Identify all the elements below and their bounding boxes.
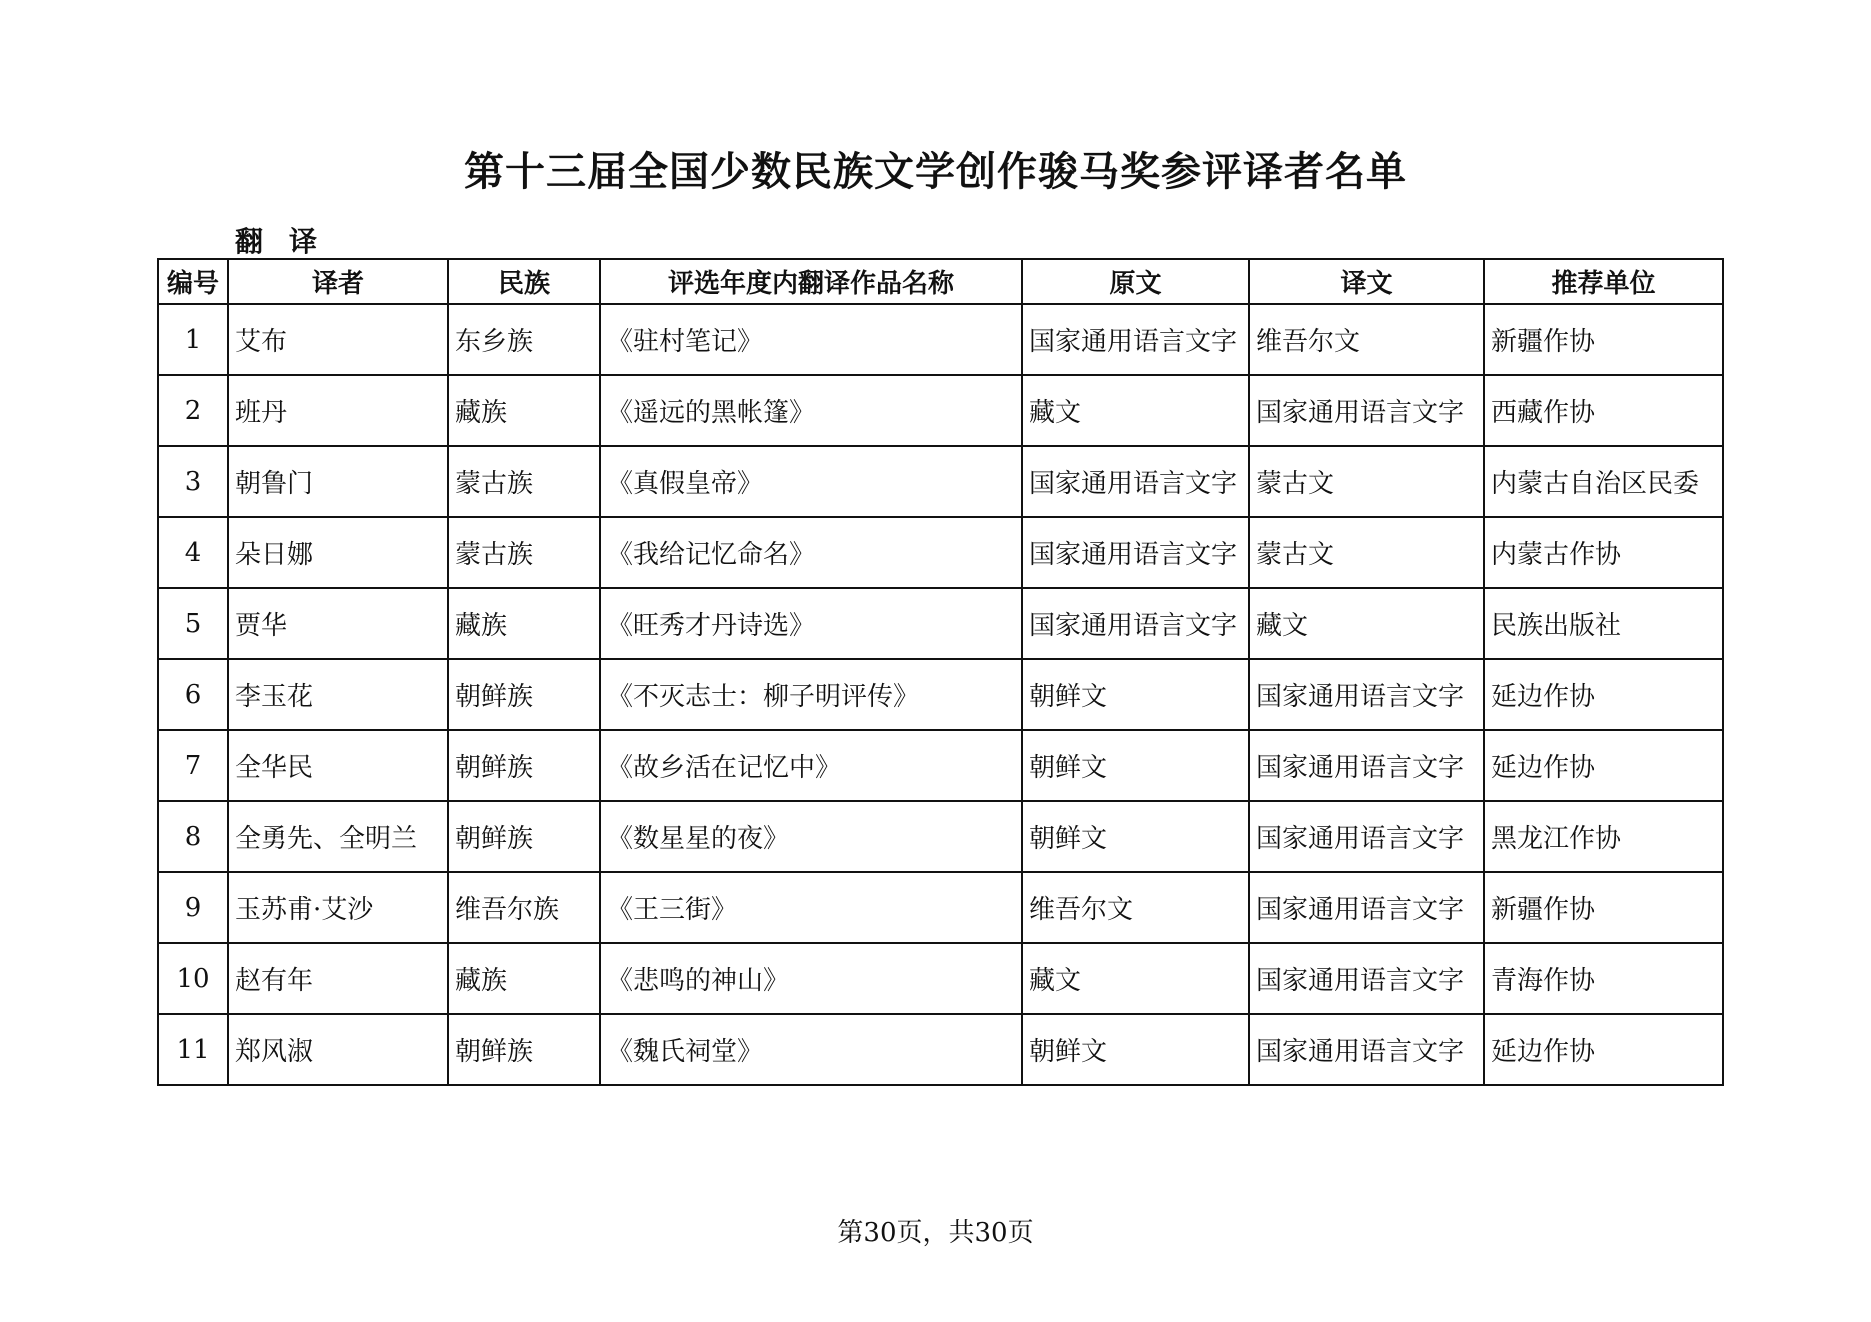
cell-work-title: 《悲鸣的神山》 xyxy=(600,943,1022,1014)
cell-target-language: 国家通用语言文字 xyxy=(1249,1014,1484,1085)
cell-recommending-unit: 新疆作协 xyxy=(1484,304,1723,375)
table-row xyxy=(158,943,1723,1014)
cell-number: 10 xyxy=(158,943,228,1014)
cell-target-language: 国家通用语言文字 xyxy=(1249,801,1484,872)
cell-translator: 朝鲁门 xyxy=(228,446,448,517)
cell-target-language: 国家通用语言文字 xyxy=(1249,375,1484,446)
cell-number: 1 xyxy=(158,304,228,375)
cell-ethnicity: 东乡族 xyxy=(448,304,600,375)
cell-work-title: 《王三街》 xyxy=(600,872,1022,943)
cell-translator: 赵有年 xyxy=(228,943,448,1014)
cell-recommending-unit: 延边作协 xyxy=(1484,659,1723,730)
cell-target-language: 蒙古文 xyxy=(1249,446,1484,517)
cell-target-language: 藏文 xyxy=(1249,588,1484,659)
cell-target-language: 国家通用语言文字 xyxy=(1249,872,1484,943)
cell-target-language: 国家通用语言文字 xyxy=(1249,659,1484,730)
cell-recommending-unit: 西藏作协 xyxy=(1484,375,1723,446)
cell-work-title: 《遥远的黑帐篷》 xyxy=(600,375,1022,446)
table-header-row xyxy=(158,259,1723,304)
cell-recommending-unit: 民族出版社 xyxy=(1484,588,1723,659)
cell-work-title: 《驻村笔记》 xyxy=(600,304,1022,375)
cell-number: 11 xyxy=(158,1014,228,1085)
cell-ethnicity: 藏族 xyxy=(448,375,600,446)
translator-table xyxy=(157,258,1724,1086)
header-translator: 译者 xyxy=(228,259,448,304)
table-row xyxy=(158,588,1723,659)
cell-translator: 李玉花 xyxy=(228,659,448,730)
cell-source-language: 国家通用语言文字 xyxy=(1022,517,1249,588)
cell-source-language: 藏文 xyxy=(1022,375,1249,446)
cell-number: 6 xyxy=(158,659,228,730)
table-body xyxy=(158,304,1723,1085)
table-row xyxy=(158,1014,1723,1085)
table-row xyxy=(158,375,1723,446)
header-number: 编号 xyxy=(158,259,228,304)
cell-number: 3 xyxy=(158,446,228,517)
cell-recommending-unit: 黑龙江作协 xyxy=(1484,801,1723,872)
header-recommending-unit: 推荐单位 xyxy=(1484,259,1723,304)
cell-work-title: 《旺秀才丹诗选》 xyxy=(600,588,1022,659)
cell-source-language: 朝鲜文 xyxy=(1022,730,1249,801)
cell-work-title: 《故乡活在记忆中》 xyxy=(600,730,1022,801)
page-title: 第十三届全国少数民族文学创作骏马奖参评译者名单 xyxy=(464,149,1407,195)
cell-work-title: 《数星星的夜》 xyxy=(600,801,1022,872)
table-row xyxy=(158,659,1723,730)
cell-target-language: 蒙古文 xyxy=(1249,517,1484,588)
cell-translator: 全勇先、全明兰 xyxy=(228,801,448,872)
header-work-title: 评选年度内翻译作品名称 xyxy=(600,259,1022,304)
cell-source-language: 朝鲜文 xyxy=(1022,659,1249,730)
cell-number: 2 xyxy=(158,375,228,446)
cell-ethnicity: 蒙古族 xyxy=(448,446,600,517)
cell-source-language: 国家通用语言文字 xyxy=(1022,304,1249,375)
cell-work-title: 《魏氏祠堂》 xyxy=(600,1014,1022,1085)
cell-recommending-unit: 延边作协 xyxy=(1484,1014,1723,1085)
cell-recommending-unit: 内蒙古自治区民委 xyxy=(1484,446,1723,517)
cell-ethnicity: 朝鲜族 xyxy=(448,1014,600,1085)
cell-translator: 贾华 xyxy=(228,588,448,659)
cell-source-language: 朝鲜文 xyxy=(1022,1014,1249,1085)
cell-work-title: 《真假皇帝》 xyxy=(600,446,1022,517)
table-row xyxy=(158,872,1723,943)
cell-translator: 朵日娜 xyxy=(228,517,448,588)
header-source-language: 原文 xyxy=(1022,259,1249,304)
cell-ethnicity: 维吾尔族 xyxy=(448,872,600,943)
table-row xyxy=(158,517,1723,588)
cell-number: 7 xyxy=(158,730,228,801)
cell-target-language: 国家通用语言文字 xyxy=(1249,730,1484,801)
cell-source-language: 国家通用语言文字 xyxy=(1022,588,1249,659)
cell-target-language: 维吾尔文 xyxy=(1249,304,1484,375)
cell-recommending-unit: 内蒙古作协 xyxy=(1484,517,1723,588)
header-ethnicity: 民族 xyxy=(448,259,600,304)
page-footer: 第30页，共30页 xyxy=(837,1218,1034,1248)
cell-recommending-unit: 青海作协 xyxy=(1484,943,1723,1014)
table-row xyxy=(158,446,1723,517)
cell-translator: 玉苏甫·艾沙 xyxy=(228,872,448,943)
cell-translator: 班丹 xyxy=(228,375,448,446)
table-row xyxy=(158,730,1723,801)
cell-ethnicity: 朝鲜族 xyxy=(448,801,600,872)
cell-ethnicity: 藏族 xyxy=(448,943,600,1014)
cell-source-language: 藏文 xyxy=(1022,943,1249,1014)
cell-ethnicity: 蒙古族 xyxy=(448,517,600,588)
cell-translator: 全华民 xyxy=(228,730,448,801)
header-target-language: 译文 xyxy=(1249,259,1484,304)
cell-source-language: 朝鲜文 xyxy=(1022,801,1249,872)
table-row xyxy=(158,304,1723,375)
cell-recommending-unit: 延边作协 xyxy=(1484,730,1723,801)
cell-number: 4 xyxy=(158,517,228,588)
cell-source-language: 维吾尔文 xyxy=(1022,872,1249,943)
section-label: 翻译 xyxy=(235,225,344,258)
cell-work-title: 《我给记忆命名》 xyxy=(600,517,1022,588)
cell-ethnicity: 朝鲜族 xyxy=(448,659,600,730)
cell-number: 8 xyxy=(158,801,228,872)
cell-number: 5 xyxy=(158,588,228,659)
cell-target-language: 国家通用语言文字 xyxy=(1249,943,1484,1014)
cell-ethnicity: 藏族 xyxy=(448,588,600,659)
cell-source-language: 国家通用语言文字 xyxy=(1022,446,1249,517)
table-row xyxy=(158,801,1723,872)
cell-recommending-unit: 新疆作协 xyxy=(1484,872,1723,943)
cell-translator: 郑风淑 xyxy=(228,1014,448,1085)
cell-work-title: 《不灭志士：柳子明评传》 xyxy=(600,659,1022,730)
cell-translator: 艾布 xyxy=(228,304,448,375)
cell-ethnicity: 朝鲜族 xyxy=(448,730,600,801)
cell-number: 9 xyxy=(158,872,228,943)
